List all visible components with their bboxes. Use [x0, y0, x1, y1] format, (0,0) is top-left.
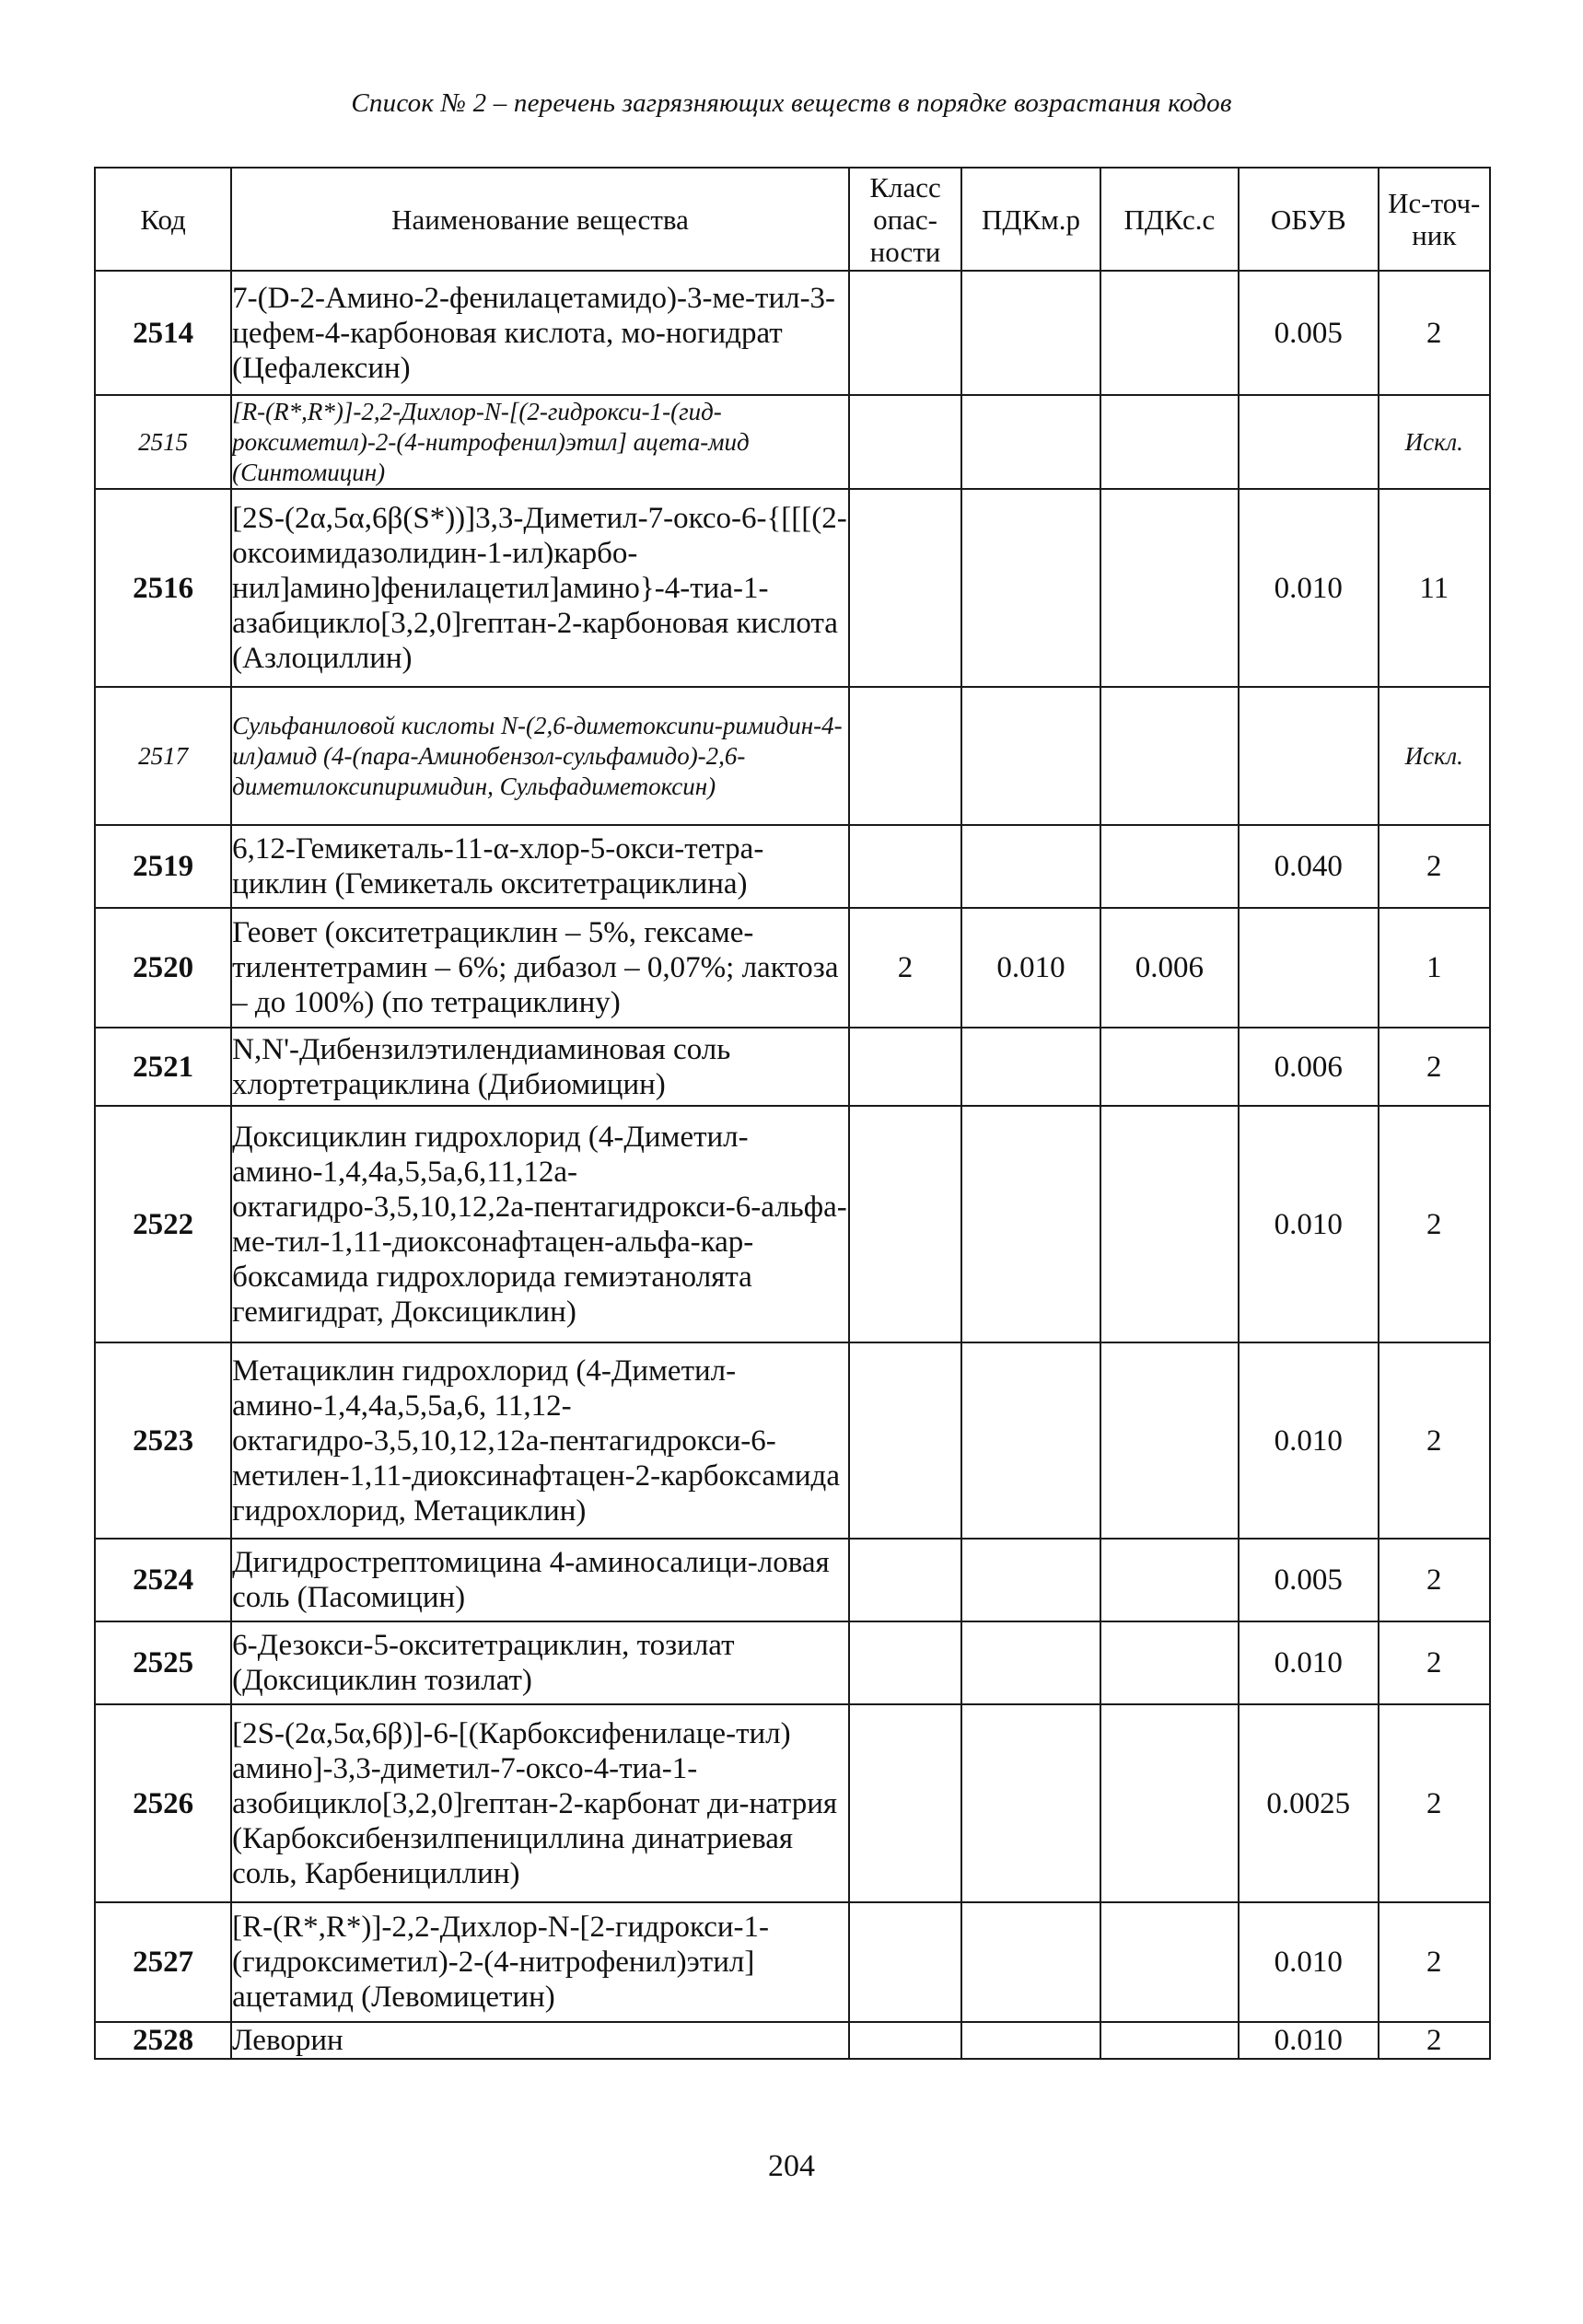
cell-pdk-ss — [1100, 1704, 1239, 1902]
header-hazard-class: Класс опас-ности — [849, 168, 962, 271]
cell-hazard-class — [849, 1621, 962, 1704]
cell-obuv: 0.010 — [1239, 489, 1379, 687]
table-row — [95, 395, 1490, 489]
cell-hazard-class — [849, 1704, 962, 1902]
table-row — [95, 1621, 1490, 1704]
cell-pdk-mr — [961, 395, 1100, 489]
header-row — [95, 168, 1490, 271]
cell-name: Дигидрострептомицина 4-аминосалици-ловая соль (Пасомицин) — [231, 1539, 849, 1621]
cell-hazard-class — [849, 271, 962, 395]
cell-code: 2520 — [95, 908, 231, 1028]
cell-name: Доксициклин гидрохлорид (4-Диметил-амино-1,4,4a,5,5a,6,11,12a-октагидро-3,5,10,12,2a-пентагидрокси-6-альфа-ме-тил-1,11-диоксонафтацен-альфа-кар-боксамида гидрохлорида гемиэтанолята гемигидрат, Доксициклин) — [231, 1106, 849, 1342]
cell-source: 1 — [1379, 908, 1490, 1028]
cell-obuv: 0.006 — [1239, 1028, 1379, 1106]
cell-source: 2 — [1379, 1028, 1490, 1106]
cell-pdk-ss — [1100, 395, 1239, 489]
cell-pdk-mr — [961, 1704, 1100, 1902]
table-row — [95, 2022, 1490, 2059]
cell-pdk-mr — [961, 271, 1100, 395]
cell-hazard-class — [849, 1106, 962, 1342]
page-number: 204 — [768, 2149, 815, 2183]
cell-source: 2 — [1379, 1704, 1490, 1902]
cell-hazard-class: 2 — [849, 908, 962, 1028]
table-row — [95, 489, 1490, 687]
cell-code: 2524 — [95, 1539, 231, 1621]
cell-hazard-class — [849, 1539, 962, 1621]
cell-obuv: 0.010 — [1239, 1621, 1379, 1704]
cell-source: 2 — [1379, 1621, 1490, 1704]
cell-pdk-ss — [1100, 2022, 1239, 2059]
cell-obuv: 0.010 — [1239, 1902, 1379, 2022]
cell-code: 2519 — [95, 825, 231, 908]
cell-pdk-ss — [1100, 1539, 1239, 1621]
cell-obuv: 0.010 — [1239, 2022, 1379, 2059]
cell-source: Искл. — [1379, 395, 1490, 489]
header-source: Ис-точ-ник — [1379, 168, 1490, 271]
cell-code: 2526 — [95, 1704, 231, 1902]
cell-name: 7-(D-2-Амино-2-фенилацетамидо)-3-ме-тил-3-цефем-4-карбоновая кислота, мо-ногидрат (Цефалексин) — [231, 271, 849, 395]
cell-pdk-ss: 0.006 — [1100, 908, 1239, 1028]
table-row — [95, 1704, 1490, 1902]
cell-name: Метациклин гидрохлорид (4-Диметил-амино-1,4,4a,5,5a,6, 11,12-октагидро-3,5,10,12,12a-пентагидрокси-6-метилен-1,11-диоксинафтацен-2-карбоксамида гидрохлорид, Метациклин) — [231, 1342, 849, 1539]
cell-pdk-mr — [961, 1342, 1100, 1539]
cell-pdk-mr — [961, 1539, 1100, 1621]
cell-obuv — [1239, 908, 1379, 1028]
cell-name: 6,12-Гемикеталь-11-α-хлор-5-окси-тетра-циклин (Гемикеталь окситетрациклина) — [231, 825, 849, 908]
page-title: Список № 2 – перечень загрязняющих веществ в порядке возрастания кодов — [351, 88, 1232, 118]
cell-name: Сульфаниловой кислоты N-(2,6-диметоксипи-римидин-4-ил)амид (4-(пара-Аминобензол-сульфамидо)-2,6-диметилоксипиримидин, Сульфадиметоксин) — [231, 687, 849, 825]
header-pdk-mr: ПДКм.р — [961, 168, 1100, 271]
cell-obuv: 0.040 — [1239, 825, 1379, 908]
cell-pdk-ss — [1100, 825, 1239, 908]
cell-pdk-ss — [1100, 1342, 1239, 1539]
cell-name: Геовет (окситетрациклин – 5%, гексаме-тилентетрамин – 6%; дибазол – 0,07%; лактоза – до 100%) (по тетрациклину) — [231, 908, 849, 1028]
cell-obuv: 0.005 — [1239, 1539, 1379, 1621]
cell-hazard-class — [849, 1342, 962, 1539]
header-code: Код — [95, 168, 231, 271]
cell-pdk-ss — [1100, 1902, 1239, 2022]
cell-pdk-mr — [961, 1028, 1100, 1106]
cell-code: 2515 — [95, 395, 231, 489]
cell-pdk-ss — [1100, 1106, 1239, 1342]
cell-name: [R-(R*,R*)]-2,2-Дихлор-N-[(2-гидрокси-1-(гид-роксиметил)-2-(4-нитрофенил)этил] ацета-мид (Синтомицин) — [231, 395, 849, 489]
table-row — [95, 271, 1490, 395]
table-row — [95, 1342, 1490, 1539]
cell-name: [R-(R*,R*)]-2,2-Дихлор-N-[2-гидрокси-1-(гидроксиметил)-2-(4-нитрофенил)этил] ацетамид (Левомицетин) — [231, 1902, 849, 2022]
cell-code: 2523 — [95, 1342, 231, 1539]
cell-name: 6-Дезокси-5-окситетрациклин, тозилат (Доксициклин тозилат) — [231, 1621, 849, 1704]
cell-pdk-ss — [1100, 1028, 1239, 1106]
cell-pdk-mr — [961, 687, 1100, 825]
cell-pdk-mr — [961, 1902, 1100, 2022]
cell-name: N,N'-Дибензилэтилендиаминовая соль хлортетрациклина (Дибиомицин) — [231, 1028, 849, 1106]
cell-code: 2528 — [95, 2022, 231, 2059]
cell-source: 2 — [1379, 1106, 1490, 1342]
header-obuv: ОБУВ — [1239, 168, 1379, 271]
header-pdk-ss: ПДКс.с — [1100, 168, 1239, 271]
cell-pdk-mr — [961, 825, 1100, 908]
cell-pdk-mr — [961, 1621, 1100, 1704]
table-row — [95, 825, 1490, 908]
cell-obuv: 0.010 — [1239, 1342, 1379, 1539]
cell-hazard-class — [849, 687, 962, 825]
cell-code: 2517 — [95, 687, 231, 825]
cell-source: Искл. — [1379, 687, 1490, 825]
cell-pdk-mr — [961, 1106, 1100, 1342]
cell-hazard-class — [849, 2022, 962, 2059]
cell-obuv — [1239, 687, 1379, 825]
cell-source: 11 — [1379, 489, 1490, 687]
cell-obuv: 0.005 — [1239, 271, 1379, 395]
table-row — [95, 1106, 1490, 1342]
cell-source: 2 — [1379, 825, 1490, 908]
header-name: Наименование вещества — [231, 168, 849, 271]
cell-hazard-class — [849, 489, 962, 687]
table-row — [95, 1028, 1490, 1106]
cell-obuv — [1239, 395, 1379, 489]
table-row — [95, 1539, 1490, 1621]
table-row — [95, 687, 1490, 825]
cell-name: [2S-(2α,5α,6β)]-6-[(Карбоксифенилаце-тил) амино]-3,3-диметил-7-оксо-4-тиа-1-азобицикло[3,2,0]гептан-2-карбонат ди-натрия (Карбоксибензилпенициллина динатриевая соль, Карбенициллин) — [231, 1704, 849, 1902]
cell-name: Леворин — [231, 2022, 849, 2059]
cell-pdk-ss — [1100, 271, 1239, 395]
cell-source: 2 — [1379, 271, 1490, 395]
cell-source: 2 — [1379, 1902, 1490, 2022]
cell-pdk-mr — [961, 489, 1100, 687]
cell-name: [2S-(2α,5α,6β(S*))]3,3-Диметил-7-оксо-6-{[[[(2-оксоимидазолидин-1-ил)карбо-нил]амино]фенилацетил]амино}-4-тиа-1-азабицикло[3,2,0]гептан-2-карбоновая кислота (Азлоциллин) — [231, 489, 849, 687]
substances-table — [94, 167, 1491, 2060]
cell-hazard-class — [849, 1902, 962, 2022]
cell-pdk-mr — [961, 2022, 1100, 2059]
cell-code: 2514 — [95, 271, 231, 395]
cell-code: 2525 — [95, 1621, 231, 1704]
cell-source: 2 — [1379, 1539, 1490, 1621]
table-body — [95, 271, 1490, 2059]
table-row — [95, 908, 1490, 1028]
cell-code: 2516 — [95, 489, 231, 687]
cell-obuv: 0.010 — [1239, 1106, 1379, 1342]
cell-hazard-class — [849, 395, 962, 489]
cell-pdk-ss — [1100, 489, 1239, 687]
cell-hazard-class — [849, 825, 962, 908]
cell-pdk-mr: 0.010 — [961, 908, 1100, 1028]
cell-code: 2522 — [95, 1106, 231, 1342]
cell-source: 2 — [1379, 1342, 1490, 1539]
cell-code: 2521 — [95, 1028, 231, 1106]
cell-code: 2527 — [95, 1902, 231, 2022]
cell-source: 2 — [1379, 2022, 1490, 2059]
cell-pdk-ss — [1100, 687, 1239, 825]
cell-pdk-ss — [1100, 1621, 1239, 1704]
cell-obuv: 0.0025 — [1239, 1704, 1379, 1902]
cell-hazard-class — [849, 1028, 962, 1106]
table-row — [95, 1902, 1490, 2022]
